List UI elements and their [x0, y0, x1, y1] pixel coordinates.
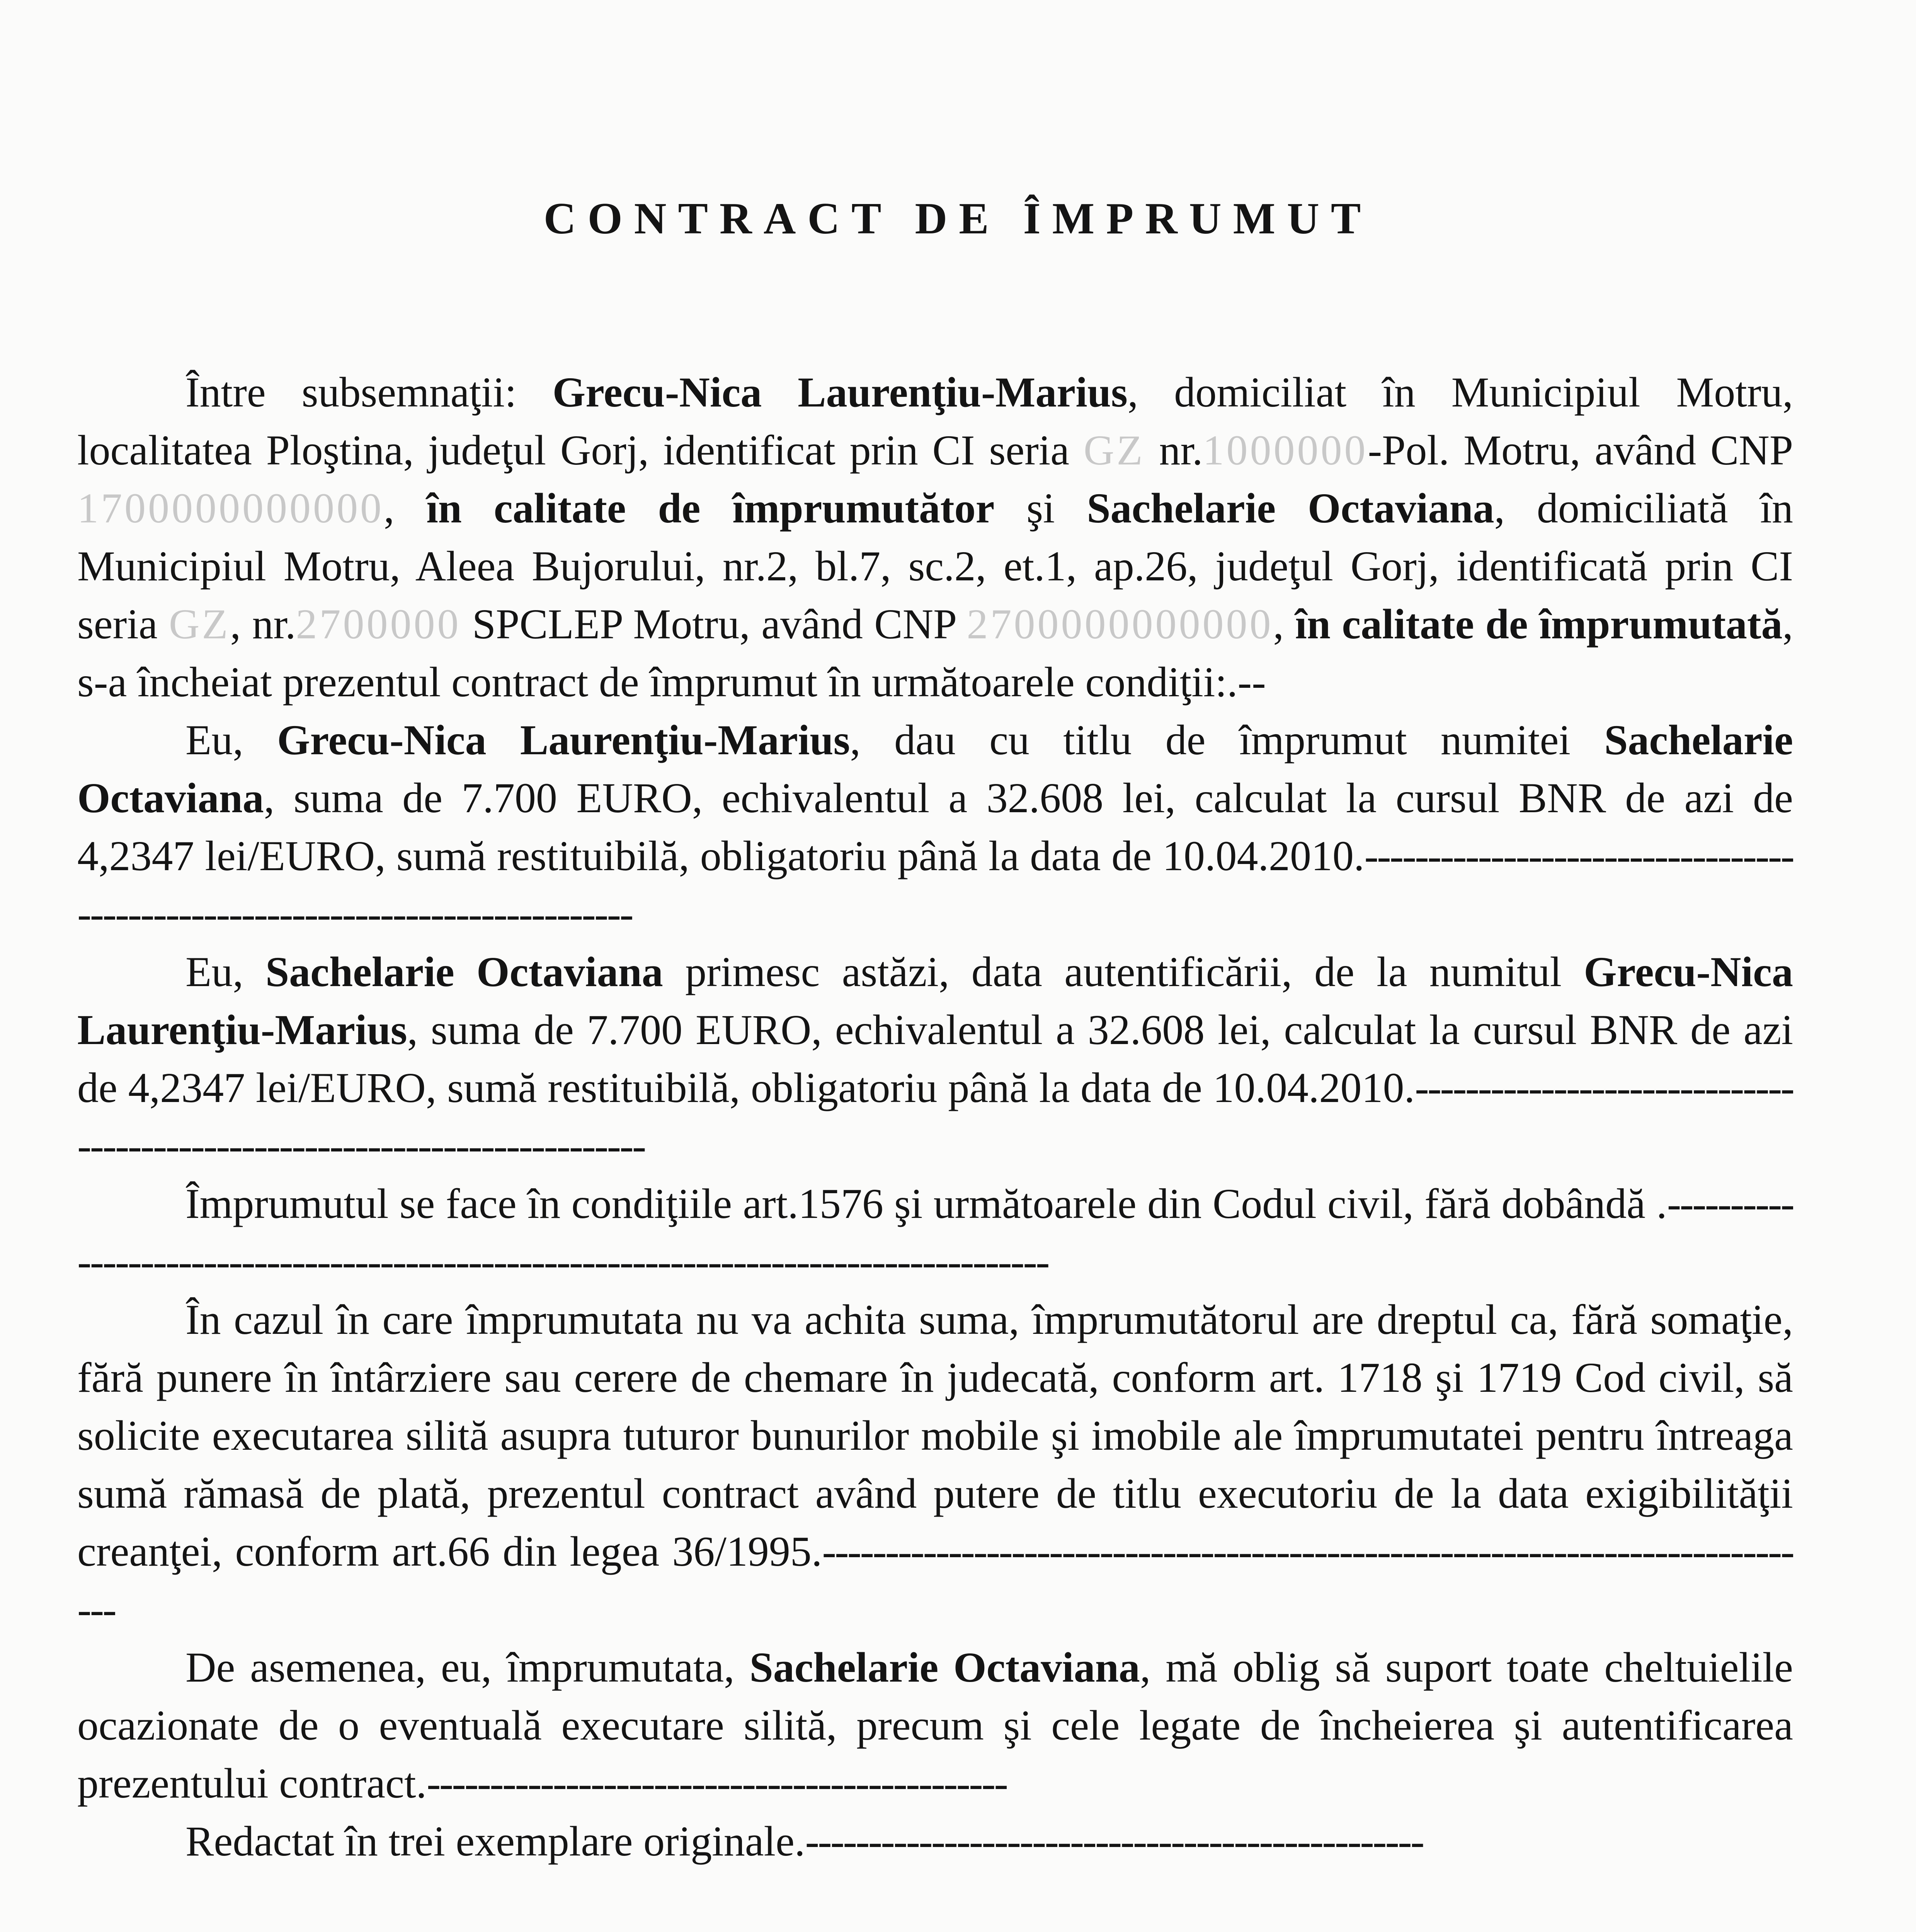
- lender-name: Grecu-Nica Laurenţiu-Marius: [552, 369, 1128, 416]
- paragraph-enforcement: [77, 1291, 1793, 1638]
- text-segment: De asemenea, eu, împrumutata,: [185, 1644, 750, 1691]
- text-segment: , suma de 7.700 EURO, echivalentul a 32.608 lei, calculat la cursul BNR de azi de 4,2347 lei/EURO, sumă restituibilă, obligatoriu până la data de 10.04.2010.: [77, 774, 1793, 879]
- lender-role: în calitate de împrumutător: [426, 485, 995, 532]
- text-segment: Redactat în trei exemplare originale.: [185, 1818, 805, 1865]
- paragraph-parties: [77, 363, 1793, 711]
- paragraph-costs: [77, 1638, 1793, 1812]
- borrower-name: Sachelarie Octaviana: [749, 1644, 1140, 1691]
- redacted-cnp: 2700000000000: [967, 600, 1273, 648]
- filler-dashes: -------------------------------------------------: [805, 1818, 1423, 1865]
- text-segment: ,: [1273, 600, 1295, 648]
- text-segment: , dau cu titlu de împrumut numitei: [850, 716, 1605, 764]
- text-segment: Eu,: [185, 948, 265, 995]
- borrower-name: Sachelarie Octaviana: [1087, 485, 1494, 532]
- redacted-id-number: 1000000: [1203, 427, 1368, 474]
- paragraph-legal-basis: [77, 1175, 1793, 1291]
- text-segment: şi: [994, 485, 1087, 532]
- text-segment: Împrumutul se face în condiţiile art.1576 şi următoarele din Codul civil, fără dobândă .: [185, 1180, 1667, 1227]
- text-segment: SPCLEP Motru, având CNP: [461, 600, 967, 648]
- document-title: CONTRACT DE ÎMPRUMUT: [543, 194, 1373, 243]
- redacted-id-series: GZ: [1083, 427, 1145, 474]
- borrower-name: Sachelarie Octaviana: [77, 716, 1793, 821]
- text-segment: Între subsemnaţii:: [185, 369, 553, 416]
- text-segment: Eu,: [185, 716, 277, 764]
- redacted-id-series: GZ: [168, 600, 230, 648]
- text-segment: , domiciliată în Municipiul Motru, Aleea Bujorului, nr.2, bl.7, sc.2, et.1, ap.26, judeţul Gorj, identificată prin CI seria: [77, 485, 1793, 648]
- filler-dashes: ------------------------------------------------------------------------------: [77, 832, 1793, 937]
- text-segment: primesc astăzi, data autentificării, de la numitul: [663, 948, 1584, 995]
- paragraph-lender-statement: [77, 711, 1793, 943]
- text-segment: În cazul în care împrumutata nu va achita suma, împrumutătorul are dreptul ca, fără somaţie, fără punere în întârziere sau cerere de chemare în judecată, conform art. 1718 şi 1719 Cod civil, să solicite executarea silită asupra tuturor bunurilor mobile şi imobile ale împrumutatei pentru întreaga sumă rămasă de plată, prezentul contract având putere de titlu executoriu de la data exigibilităţii creanţei, conform art.66 din legea 36/1995.: [77, 1296, 1793, 1575]
- paragraph-borrower-statement: [77, 943, 1793, 1175]
- text-segment: , s-a încheiat prezentul contract de împrumut în următoarele condiţii:.--: [77, 600, 1793, 706]
- filler-dashes: ----------------------------------------------: [427, 1760, 1007, 1807]
- lender-name: Grecu-Nica Laurenţiu-Marius: [277, 716, 850, 764]
- text-segment: , suma de 7.700 EURO, echivalentul a 32.608 lei, calculat la cursul BNR de azi de 4,2347 lei/EURO, sumă restituibilă, obligatoriu până la data de 10.04.2010.: [77, 1006, 1793, 1111]
- text-segment: -Pol. Motru, având CNP: [1368, 427, 1793, 474]
- text-segment: , domiciliat în Municipiul Motru, localitatea Ploştina, judeţul Gorj, identificat prin CI seria: [77, 369, 1793, 474]
- filler-dashes: ---------------------------------------------------------------------------: [77, 1064, 1793, 1169]
- redacted-cnp: 1700000000000: [77, 485, 384, 532]
- filler-dashes: ---------------------------------------------------------------------------------------: [77, 1180, 1793, 1285]
- text-segment: nr.: [1145, 427, 1203, 474]
- filler-dashes: --------------------------------------------------------------------------------: [77, 1528, 1793, 1633]
- text-segment: ,: [384, 485, 427, 532]
- text-segment: , nr.: [230, 600, 296, 648]
- paragraph-copies: [77, 1812, 1793, 1870]
- contract-body: [77, 363, 1793, 1870]
- redacted-id-number: 2700000: [296, 600, 461, 648]
- borrower-role: în calitate de împrumutată: [1295, 600, 1783, 648]
- borrower-name: Sachelarie Octaviana: [265, 948, 663, 995]
- lender-name: Grecu-Nica Laurenţiu-Marius: [77, 948, 1793, 1053]
- text-segment: , mă oblig să suport toate cheltuielile ocazionate de o eventuală executare silită, precum şi cele legate de încheierea şi autentificarea prezentului contract.: [77, 1644, 1793, 1807]
